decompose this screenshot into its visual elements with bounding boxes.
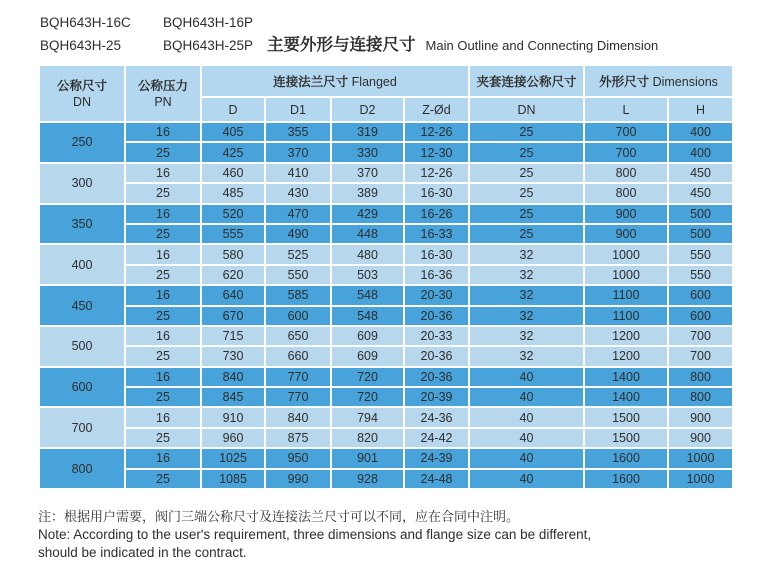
table-cell: 900 [668, 428, 733, 448]
title-block [0, 0, 778, 57]
table-cell: 32 [469, 285, 584, 305]
dn-group-cell: 300 [39, 163, 125, 204]
table-cell: 548 [331, 285, 404, 305]
table-cell: 24-42 [404, 428, 469, 448]
table-cell: 16 [125, 326, 201, 346]
table-row [39, 163, 733, 183]
table-cell: 16-30 [404, 244, 469, 264]
table-cell: 25 [125, 142, 201, 162]
table-cell: 548 [331, 306, 404, 326]
table-cell: 1100 [584, 306, 668, 326]
table-cell: 609 [331, 346, 404, 366]
table-cell: 820 [331, 428, 404, 448]
table-cell: 670 [201, 306, 265, 326]
dn-group-cell: 450 [39, 285, 125, 326]
header-col-d1: D1 [265, 97, 331, 122]
page-title-en: Main Outline and Connecting Dimension [425, 38, 659, 53]
table-cell: 800 [668, 367, 733, 387]
table-cell: 40 [469, 367, 584, 387]
table-cell: 450 [668, 183, 733, 203]
table-cell: 845 [201, 387, 265, 407]
table-cell: 1400 [584, 387, 668, 407]
model-numbers-line-2 [40, 34, 778, 57]
table-cell: 319 [331, 122, 404, 142]
table-cell: 550 [668, 265, 733, 285]
header-col-l: L [584, 97, 668, 122]
table-cell: 370 [265, 142, 331, 162]
model-number: BQH643H-16C [40, 15, 131, 30]
dn-group-cell: 800 [39, 448, 125, 489]
table-row [39, 285, 733, 305]
table-cell: 25 [469, 204, 584, 224]
table-cell: 25 [125, 428, 201, 448]
table-row [39, 387, 733, 407]
table-cell: 1400 [584, 367, 668, 387]
table-cell: 800 [584, 163, 668, 183]
table-cell: 580 [201, 244, 265, 264]
note-en-line-2: should be indicated in the contract. [38, 545, 247, 561]
table-cell: 405 [201, 122, 265, 142]
table-cell: 32 [469, 265, 584, 285]
table-cell: 24-48 [404, 469, 469, 489]
table-cell: 12-26 [404, 163, 469, 183]
table-cell: 800 [584, 183, 668, 203]
header-col-d: D [201, 97, 265, 122]
table-cell: 928 [331, 469, 404, 489]
table-cell: 400 [668, 142, 733, 162]
dn-group-cell: 700 [39, 407, 125, 448]
table-cell: 32 [469, 326, 584, 346]
table-cell: 25 [469, 163, 584, 183]
table-cell: 875 [265, 428, 331, 448]
table-cell: 20-36 [404, 367, 469, 387]
table-cell: 1500 [584, 428, 668, 448]
table-cell: 901 [331, 448, 404, 468]
note-en-line-1: Note: According to the user's requirement, three dimensions and flange size can be different, [38, 527, 592, 543]
table-cell: 370 [331, 163, 404, 183]
table-cell: 24-36 [404, 407, 469, 427]
note-zh: 注：根据用户需要，阀门三端公称尺寸及连接法兰尺寸可以不同，应在合同中注明。 [38, 509, 520, 525]
table-cell: 500 [668, 204, 733, 224]
table-row [39, 469, 733, 489]
table-cell: 40 [469, 469, 584, 489]
table-row [39, 244, 733, 264]
table-cell: 485 [201, 183, 265, 203]
table-row [39, 265, 733, 285]
header-nominal-pressure-zh: 公称压力 [137, 78, 188, 93]
table-cell: 16 [125, 448, 201, 468]
table-cell: 470 [265, 204, 331, 224]
table-cell: 910 [201, 407, 265, 427]
table-cell: 1200 [584, 346, 668, 366]
table-cell: 25 [125, 183, 201, 203]
table-cell: 770 [265, 367, 331, 387]
dn-group-cell: 500 [39, 326, 125, 367]
dn-group-cell: 350 [39, 204, 125, 245]
table-cell: 700 [584, 122, 668, 142]
table-row [39, 326, 733, 346]
table-cell: 840 [265, 407, 331, 427]
table-cell: 20-33 [404, 326, 469, 346]
table-cell: 25 [125, 387, 201, 407]
table-row [39, 428, 733, 448]
table-cell: 900 [584, 204, 668, 224]
table-cell: 429 [331, 204, 404, 224]
table-cell: 20-36 [404, 306, 469, 326]
table-cell: 24-39 [404, 448, 469, 468]
table-cell: 1100 [584, 285, 668, 305]
table-cell: 1000 [584, 244, 668, 264]
table-cell: 960 [201, 428, 265, 448]
table-row [39, 367, 733, 387]
table-row [39, 306, 733, 326]
table-cell: 355 [265, 122, 331, 142]
table-cell: 16-30 [404, 183, 469, 203]
table-cell: 600 [668, 285, 733, 305]
dn-group-cell: 250 [39, 122, 125, 163]
table-cell: 503 [331, 265, 404, 285]
table-cell: 700 [668, 346, 733, 366]
model-number: BQH643H-16P [163, 15, 254, 30]
table-cell: 20-36 [404, 346, 469, 366]
header-nominal-size [39, 65, 125, 122]
table-cell: 600 [265, 306, 331, 326]
header-col-h: H [668, 97, 733, 122]
table-row [39, 204, 733, 224]
table-cell: 25 [125, 469, 201, 489]
table-cell: 715 [201, 326, 265, 346]
header-nominal-size-zh: 公称尺寸 [56, 78, 107, 93]
header-nominal-size-en: DN [72, 94, 92, 109]
note-block [38, 507, 778, 562]
table-cell: 40 [469, 387, 584, 407]
table-cell: 950 [265, 448, 331, 468]
header-flanged-group: 连接法兰尺寸 Flanged [201, 65, 469, 97]
dn-group-cell: 600 [39, 367, 125, 408]
table-cell: 16 [125, 204, 201, 224]
table-cell: 1000 [668, 448, 733, 468]
table-cell: 770 [265, 387, 331, 407]
table-cell: 20-39 [404, 387, 469, 407]
table-cell: 25 [469, 224, 584, 244]
table-cell: 12-30 [404, 142, 469, 162]
table-cell: 1025 [201, 448, 265, 468]
dimension-table [38, 64, 734, 490]
table-row [39, 224, 733, 244]
table-cell: 480 [331, 244, 404, 264]
table-row [39, 448, 733, 468]
table-body [39, 122, 733, 489]
table-cell: 1200 [584, 326, 668, 346]
table-cell: 330 [331, 142, 404, 162]
table-cell: 12-26 [404, 122, 469, 142]
header-nominal-pressure-en: PN [154, 94, 172, 109]
table-cell: 900 [584, 224, 668, 244]
table-cell: 720 [331, 367, 404, 387]
table-cell: 550 [668, 244, 733, 264]
table-cell: 620 [201, 265, 265, 285]
table-cell: 555 [201, 224, 265, 244]
table-cell: 16 [125, 244, 201, 264]
table-row [39, 407, 733, 427]
table-row [39, 183, 733, 203]
table-cell: 410 [265, 163, 331, 183]
table-cell: 1000 [584, 265, 668, 285]
header-col-d2: D2 [331, 97, 404, 122]
table-cell: 448 [331, 224, 404, 244]
table-cell: 32 [469, 306, 584, 326]
table-cell: 32 [469, 346, 584, 366]
table-cell: 640 [201, 285, 265, 305]
table-cell: 25 [469, 122, 584, 142]
dn-group-cell: 400 [39, 244, 125, 285]
table-cell: 500 [668, 224, 733, 244]
table-cell: 16 [125, 163, 201, 183]
table-cell: 800 [668, 387, 733, 407]
table-cell: 25 [125, 346, 201, 366]
table-cell: 650 [265, 326, 331, 346]
table-cell: 1085 [201, 469, 265, 489]
header-nominal-pressure [125, 65, 201, 122]
table-cell: 40 [469, 407, 584, 427]
table-cell: 730 [201, 346, 265, 366]
table-cell: 25 [125, 306, 201, 326]
table-cell: 490 [265, 224, 331, 244]
table-cell: 25 [125, 265, 201, 285]
table-cell: 32 [469, 244, 584, 264]
table-cell: 794 [331, 407, 404, 427]
header-col-zod: Z-Ød [404, 97, 469, 122]
table-cell: 16 [125, 407, 201, 427]
table-cell: 25 [469, 183, 584, 203]
table-cell: 16-36 [404, 265, 469, 285]
table-cell: 1600 [584, 448, 668, 468]
table-cell: 400 [668, 122, 733, 142]
model-number: BQH643H-25P [163, 38, 254, 53]
table-cell: 525 [265, 244, 331, 264]
table-cell: 660 [265, 346, 331, 366]
table-cell: 430 [265, 183, 331, 203]
table-cell: 600 [668, 306, 733, 326]
table-cell: 450 [668, 163, 733, 183]
table-cell: 1500 [584, 407, 668, 427]
table-cell: 389 [331, 183, 404, 203]
table-cell: 990 [265, 469, 331, 489]
table-cell: 460 [201, 163, 265, 183]
table-cell: 425 [201, 142, 265, 162]
header-jacket-group: 夹套连接公称尺寸 [469, 65, 584, 97]
table-cell: 40 [469, 428, 584, 448]
table-cell: 16 [125, 285, 201, 305]
table-row [39, 346, 733, 366]
table-cell: 1000 [668, 469, 733, 489]
table-cell: 520 [201, 204, 265, 224]
table-cell: 25 [469, 142, 584, 162]
table-cell: 16-33 [404, 224, 469, 244]
table-cell: 609 [331, 326, 404, 346]
model-number: BQH643H-25 [40, 38, 122, 53]
page-title-zh: 主要外形与连接尺寸 [267, 36, 416, 54]
table-cell: 550 [265, 265, 331, 285]
header-dimensions-group: 外形尺寸 Dimensions [584, 65, 733, 97]
table-cell: 16 [125, 122, 201, 142]
table-cell: 16 [125, 367, 201, 387]
table-cell: 900 [668, 407, 733, 427]
table-cell: 720 [331, 387, 404, 407]
table-cell: 700 [584, 142, 668, 162]
table-cell: 25 [125, 224, 201, 244]
table-cell: 1600 [584, 469, 668, 489]
model-numbers-line-1 [40, 12, 778, 34]
header-col-jacket-dn: DN [469, 97, 584, 122]
table-row [39, 122, 733, 142]
table-cell: 700 [668, 326, 733, 346]
table-cell: 20-30 [404, 285, 469, 305]
table-row [39, 142, 733, 162]
table-cell: 585 [265, 285, 331, 305]
table-cell: 16-26 [404, 204, 469, 224]
table-cell: 40 [469, 448, 584, 468]
table-cell: 840 [201, 367, 265, 387]
